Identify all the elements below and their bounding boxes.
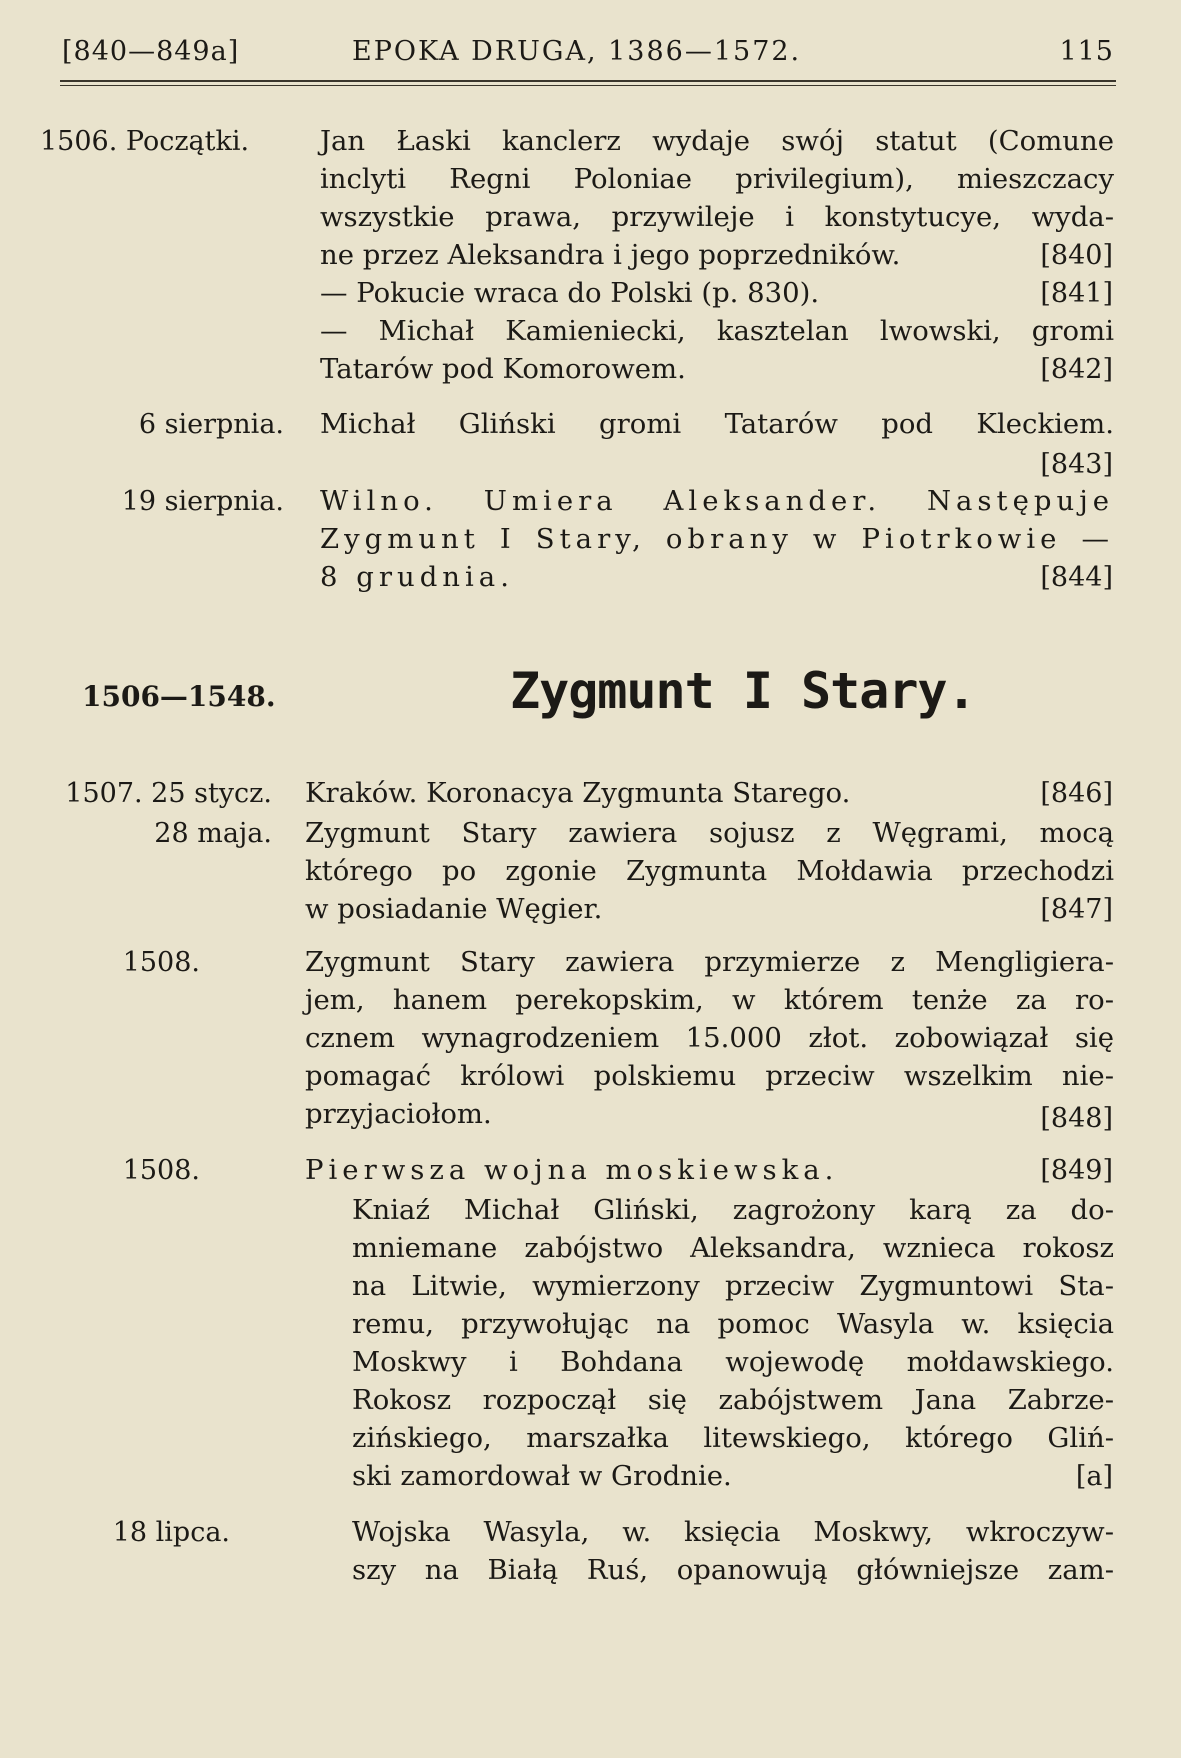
entry-line: przyjaciołom. — [305, 1098, 492, 1130]
header-title: EPOKA DRUGA, 1386—1572. — [352, 36, 802, 67]
entry-number: [842] — [1040, 354, 1113, 385]
entry-line: cznem wynagrodzeniem 15.000 złot. zobowiązał się — [305, 1022, 1114, 1054]
entry-line: Kraków. Koronacya Zygmunta Starego. — [305, 777, 851, 809]
entry-line: pomagać królowi polskiemu przeciw wszelkim nie- — [305, 1060, 1114, 1092]
entry-number: [849] — [1040, 1155, 1113, 1186]
entry-line: remu, przywołując na pomoc Wasyla w. księcia — [352, 1308, 1114, 1340]
entry-line: ne przez Aleksandra i jego poprzedników. — [320, 239, 901, 271]
entry-line: Zygmunt Stary zawiera przymierze z Mengligiera- — [305, 946, 1114, 978]
header-rule-thin — [60, 85, 1116, 86]
entry-line: Wojska Wasyla, w. księcia Moskwy, wkroczyw- — [352, 1516, 1114, 1548]
entry-number: [844] — [1040, 562, 1113, 593]
entry-date: 1508. — [122, 947, 200, 978]
entry-line: szy na Białą Ruś, opanowują główniejsze zam- — [352, 1554, 1114, 1586]
entry-line: Jan Łaski kanclerz wydaje swój statut (Comune — [320, 125, 1114, 157]
entry-line: którego po zgonie Zygmunta Mołdawia przechodzi — [305, 855, 1114, 887]
entry-line: Zygmunt Stary zawiera sojusz z Węgrami, mocą — [305, 817, 1114, 849]
page-number: 115 — [1059, 36, 1114, 67]
entry-line: jem, hanem perekopskim, w którem tenże za ro- — [305, 984, 1114, 1016]
header-entry-range: [840—849a] — [62, 36, 240, 67]
entry-line: Rokosz rozpoczął się zabójstwem Jana Zabrze- — [352, 1384, 1114, 1416]
entry-date: 1508. — [122, 1155, 200, 1186]
entry-line: Tatarów pod Komorowem. — [320, 353, 686, 385]
entry-line: na Litwie, wymierzony przeciw Zygmuntowi Sta- — [352, 1270, 1114, 1302]
entry-date: 19 sierpnia. — [121, 486, 284, 517]
header-rule — [60, 80, 1116, 82]
entry-line: zińskiego, marszałka litewskiego, którego Gliń- — [352, 1422, 1114, 1454]
entry-date: 1506. Początki. — [40, 126, 250, 157]
entry-number: [a] — [1075, 1461, 1113, 1492]
entry-line: ski zamordował w Grodnie. — [352, 1460, 732, 1492]
entry-date: 1507. 25 stycz. — [65, 778, 272, 809]
section-title: Zygmunt I Stary. — [510, 662, 976, 720]
entry-line: 8 grudnia. — [320, 561, 514, 593]
entry-date: 28 maja. — [154, 818, 272, 849]
entry-line: Pierwsza wojna moskiewska. — [305, 1154, 839, 1186]
entry-number: [847] — [1040, 894, 1113, 925]
entry-line: inclyti Regni Poloniae privilegium), mieszczacy — [320, 163, 1114, 195]
entry-line: — Michał Kamieniecki, kasztelan lwowski, gromi — [320, 315, 1114, 347]
entry-line: w posiadanie Węgier. — [305, 893, 603, 925]
running-header — [62, 32, 1114, 76]
entry-line: Kniaź Michał Gliński, zagrożony karą za do- — [352, 1194, 1114, 1226]
entry-number: [841] — [1040, 278, 1113, 309]
entry-number: [843] — [1040, 449, 1113, 480]
entry-line: mniemane zabójstwo Aleksandra, wznieca rokosz — [352, 1232, 1114, 1264]
section-years: 1506—1548. — [82, 680, 276, 713]
entry-date: 6 sierpnia. — [138, 409, 284, 440]
entry-line: Zygmunt I Stary, obrany w Piotrkowie — — [320, 523, 1114, 555]
entry-number: [846] — [1040, 778, 1113, 809]
entry-line: Moskwy i Bohdana wojewodę mołdawskiego. — [352, 1346, 1114, 1378]
entry-line: — Pokucie wraca do Polski (p. 830). — [320, 277, 820, 309]
entry-number: [840] — [1040, 240, 1113, 271]
entry-date: 18 lipca. — [112, 1517, 230, 1548]
entry-number: [848] — [1040, 1103, 1113, 1134]
entry-line: Wilno. Umiera Aleksander. Następuje — [320, 485, 1114, 517]
entry-line: wszystkie prawa, przywileje i konstytucye, wyda- — [320, 201, 1114, 233]
entry-line: Michał Gliński gromi Tatarów pod Kleckiem. — [320, 408, 1114, 440]
